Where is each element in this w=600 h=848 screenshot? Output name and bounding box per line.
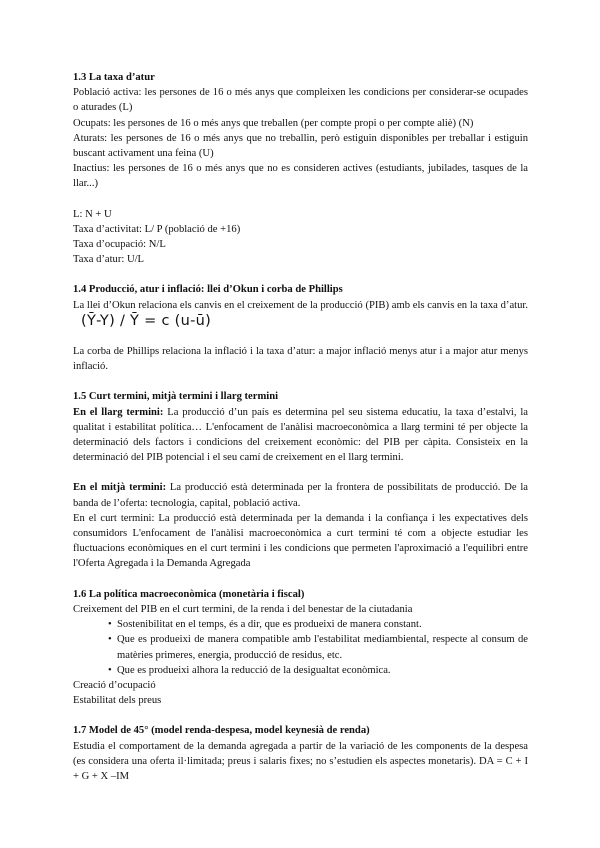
formula-line: Taxa d’ocupació: N/L — [73, 239, 166, 251]
spacer — [73, 572, 528, 587]
paragraph — [73, 480, 528, 510]
bullet-list — [73, 617, 528, 678]
paragraph: Estudia el comportament de la demanda agregada a partir de la variació de les components de la despesa (es considera una oferta il·limitada; preus i salaris fixes; no s’estudien els aspectes monetaris). DA = C + I + G + X –IM — [73, 740, 528, 782]
list-item: • Sostenibilitat en el temps, és a dir, que es produeixi de manera constant. — [109, 617, 528, 632]
formula-line: L: N + U — [73, 208, 112, 220]
paragraph: Aturats: les persones de 16 o més anys que no treballin, però estiguin disponibles per treballar i estiguin buscant activament una feina (U) — [73, 132, 528, 160]
section-heading: 1.5 Curt termini, mitjà termini i llarg termini — [73, 391, 279, 403]
okun-text: La llei d’Okun relaciona els canvis en el creixement de la producció (PIB) amb els canvis en la taxa d’atur. — [73, 299, 528, 311]
section-heading: 1.3 La taxa d’atur — [73, 72, 155, 83]
list-item: • Que es produeixi alhora la reducció de la desigualtat econòmica. — [109, 663, 528, 678]
okun-formula: (Ȳ-Y) / Ȳ = c (u-ū) — [81, 312, 212, 329]
paragraph — [73, 405, 528, 466]
spacer — [73, 708, 528, 723]
formula-line: Taxa d’atur: U/L — [73, 254, 145, 266]
medium-term-text: La producció està determinada per la frontera de possibilitats de producció. De la banda de l’oferta: tecnologia, capital, població activa. — [73, 482, 528, 509]
paragraph: Població activa: les persones de 16 o més anys que compleixen les condicions per considerar-se ocupades o aturades (L) — [73, 87, 528, 114]
paragraph: Ocupats: les persones de 16 o més anys que treballen (per compte propi o per compte aliè) (N) — [73, 117, 474, 129]
spacer — [73, 329, 528, 344]
paragraph: Inactius: les persones de 16 o més anys que no es consideren actives (estudiants, jubilades, tasques de la llar...) — [73, 163, 528, 190]
paragraph: Creixement del PIB en el curt termini, de la renda i del benestar de la ciutadania — [73, 603, 413, 615]
paragraph: En el curt termini: La producció està determinada per la demanda i la confiança i les expectatives dels consumidors L'enfocament de l'anàlisi macroeconòmica a curt termini té com a objecte estudiar les fluctuacions econòmiques en el curt termini i les condicions que permeten l'aproximació a l'equilibri entre l'Oferta Agregada i la Demanda Agregada — [73, 512, 528, 570]
section-heading: 1.7 Model de 45° (model renda-despesa, model keynesià de renda) — [73, 725, 370, 737]
long-term-label: En el llarg termini: — [73, 406, 164, 418]
paragraph: Estabilitat dels preus — [73, 695, 162, 707]
section-heading: 1.4 Producció, atur i inflació: llei d’Okun i corba de Phillips — [73, 284, 343, 296]
medium-term-label: En el mitjà termini: — [73, 482, 167, 494]
paragraph: Creació d’ocupació — [73, 679, 156, 691]
long-term-text: La producció d’un país es determina pel seu sistema educatiu, la taxa d’estalvi, la qualitat i estabilitat política… L'enfocament de l'anàlisi macroeconòmica a llarg termini té per objecte la determinació dels factors i condicions del creixement econòmic: del PIB per càpita. Consisteix en la determinació del PIB potencial i el seu camí de creixement en el llarg termini. — [73, 406, 528, 464]
spacer — [73, 374, 528, 389]
paragraph: La corba de Phillips relaciona la inflació i la taxa d’atur: a major inflació menys atur i a major atur menys inflació. — [73, 346, 528, 373]
spacer — [73, 192, 528, 207]
spacer — [73, 267, 528, 282]
section-heading: 1.6 La política macroeconòmica (monetària i fiscal) — [73, 588, 305, 600]
paragraph-with-formula — [73, 298, 528, 329]
spacer — [73, 465, 528, 480]
list-item: • Que es produeixi de manera compatible amb l'estabilitat mediambiental, respecte al consum de matèries primeres, energia, producció de residus, etc. — [109, 632, 528, 662]
formula-line: Taxa d’activitat: L/ P (població de +16) — [73, 223, 241, 235]
